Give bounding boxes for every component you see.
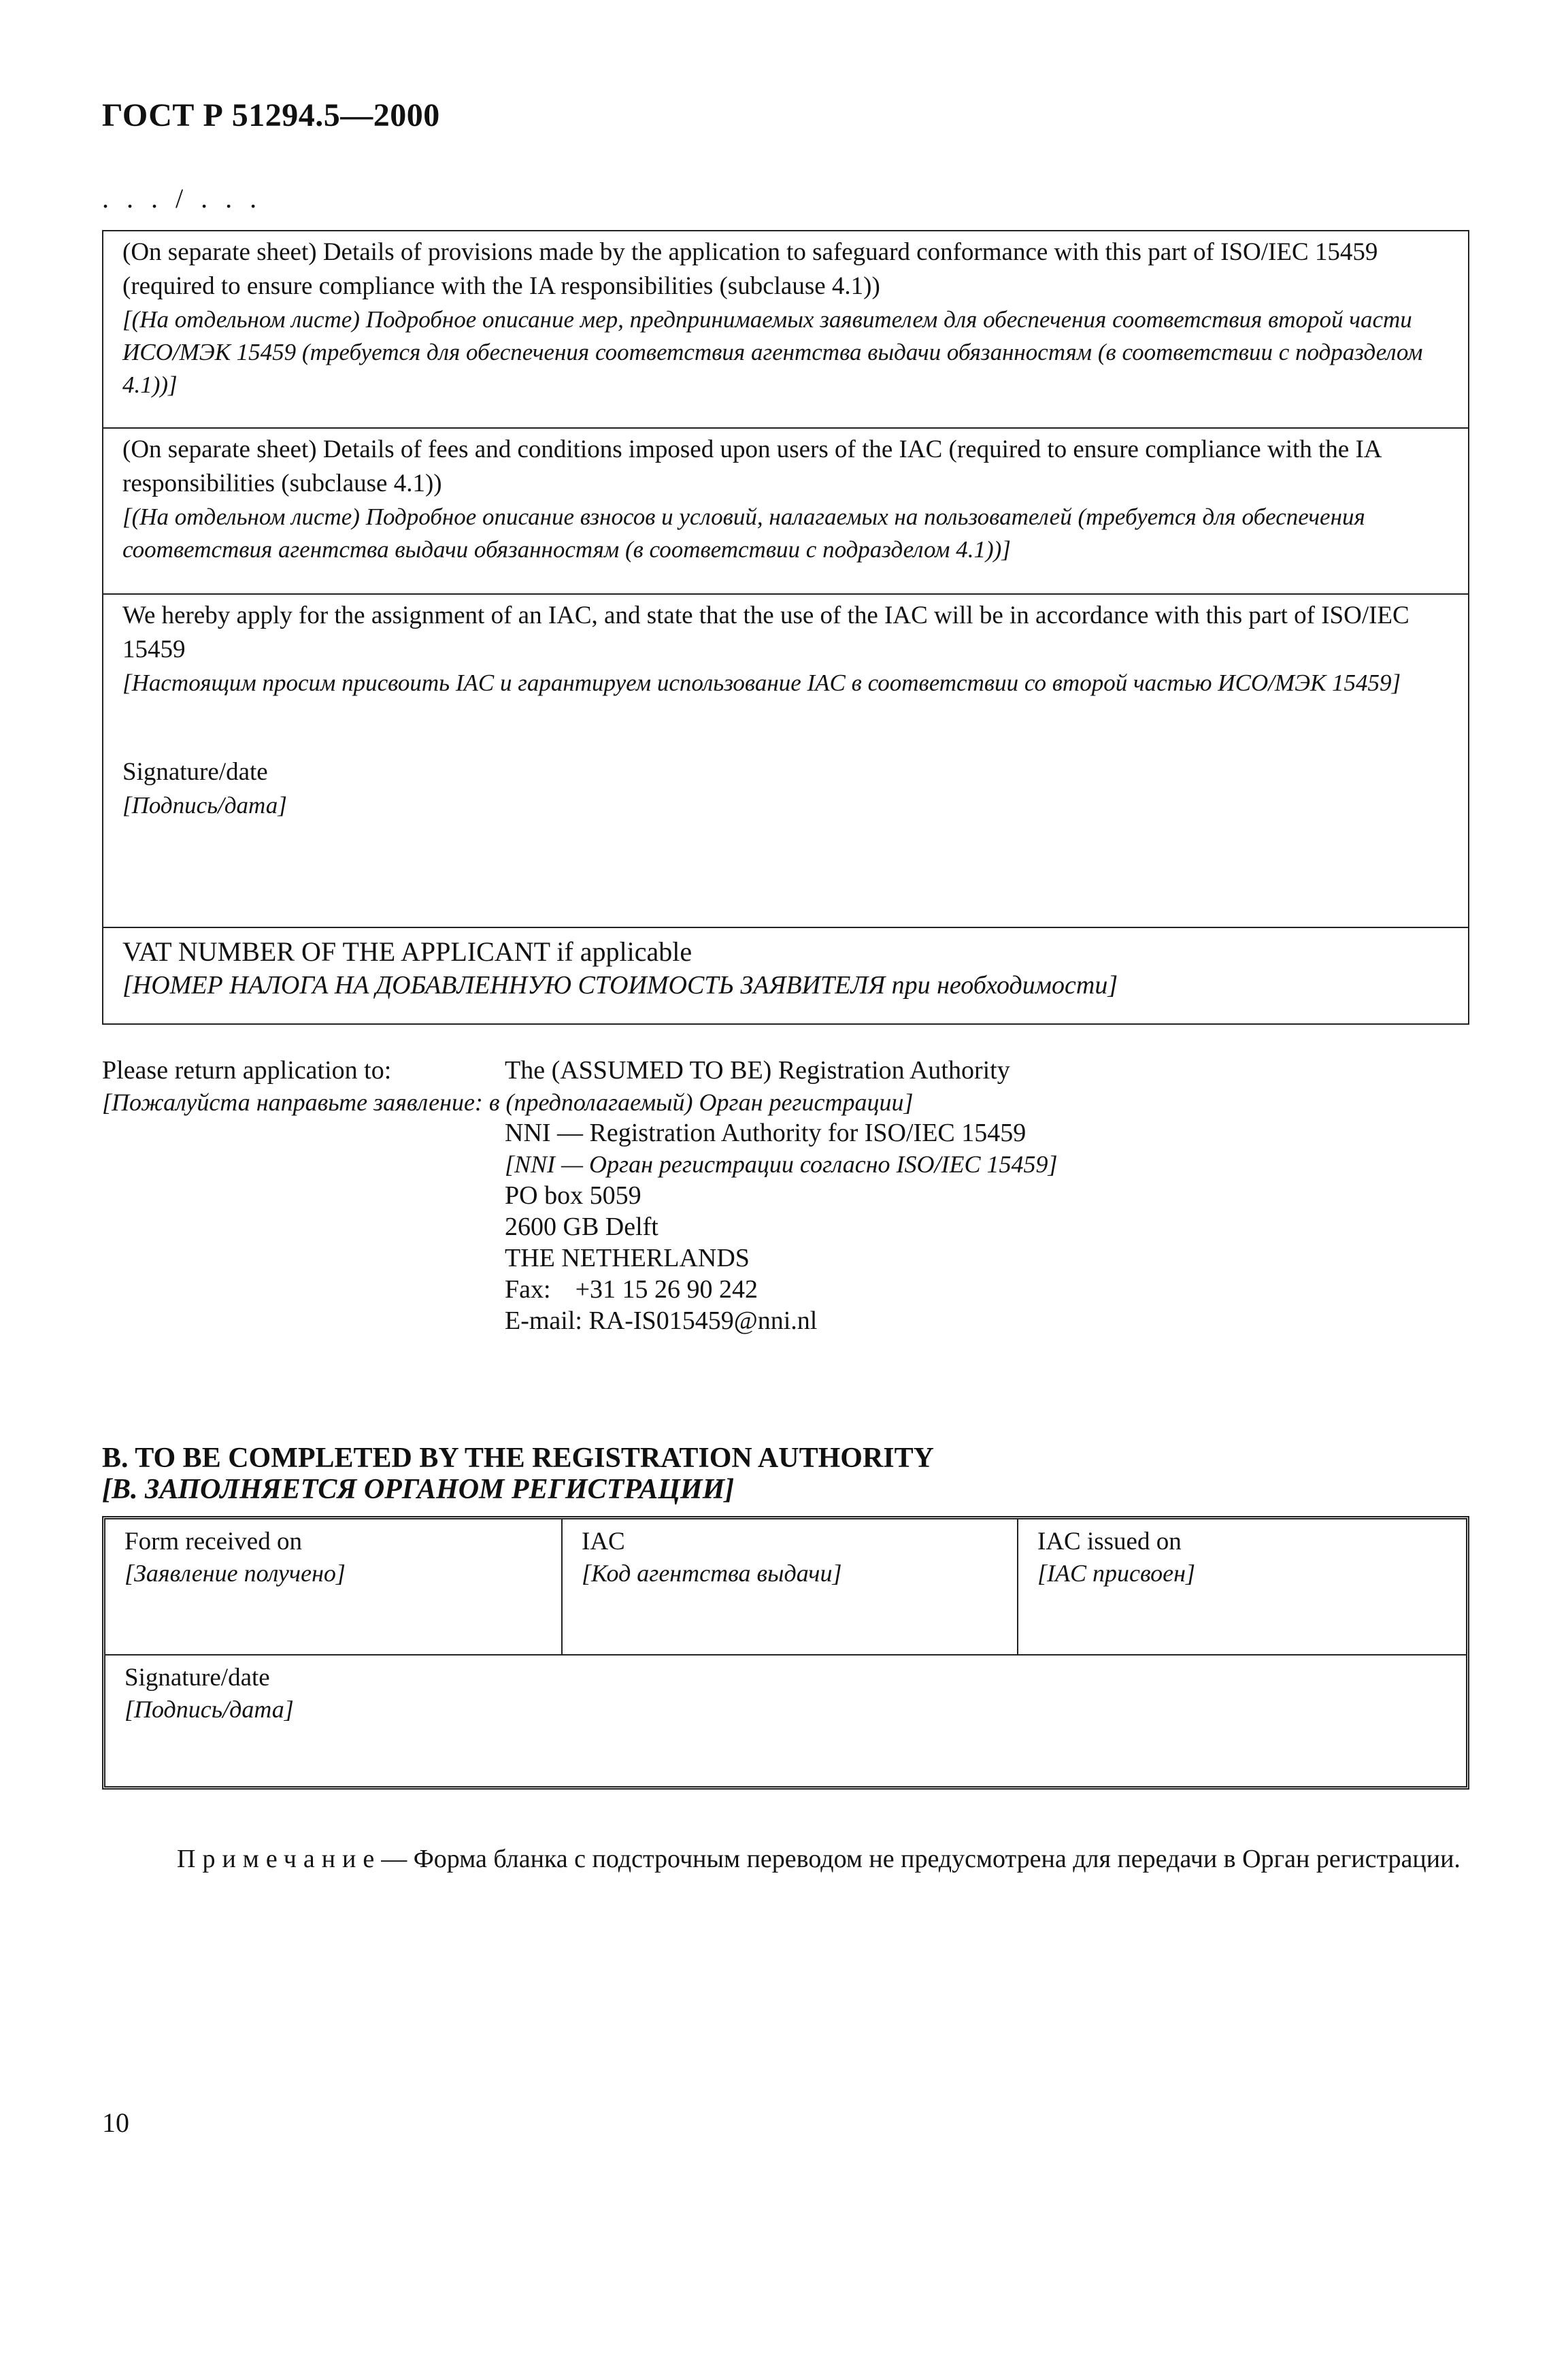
signature-label-ru: [Подпись/дата] [122,792,287,819]
address-line: THE NETHERLANDS [505,1244,750,1272]
return-label-ru: [Пожалуйста направьте заявление: в (предполагаемый) Орган регистрации] [102,1089,914,1116]
section-b-title-ru: [В. ЗАПОЛНЯЕТСЯ ОРГАНОМ РЕГИСТРАЦИИ] [102,1474,735,1505]
cell-label-en: Form received on [124,1528,302,1555]
iac-issued-cell[interactable] [1018,1519,1466,1656]
row-text-ru: [(На отдельном листе) Подробное описание взносов и условий, налагаемых на пользователей (требуется для обеспечения соответствия агентства выдачи обязанностям (в соответствии с подразделом 4.1))] [122,504,1365,563]
address-line-ru: [NNI — Орган регистрации согласно ISO/IEC 15459] [505,1151,1058,1178]
address-line: NNI — Registration Authority for ISO/IEC 15459 [505,1119,1027,1147]
application-table [102,230,1469,1025]
row-text-en: VAT NUMBER OF THE APPLICANT if applicable [122,936,693,967]
address-line: 2600 GB Delft [505,1213,658,1241]
row-text-ru: [Настоящим просим присвоить IAC и гарантируем использование IAC в соответствии со второй частью ИСО/МЭК 15459] [122,670,1401,696]
fax-number: +31 15 26 90 242 [575,1275,758,1304]
return-address [505,1055,1058,1336]
form-received-cell[interactable] [105,1519,563,1656]
signature-cell[interactable] [105,1656,1466,1786]
row-text-ru: [(На отдельном листе) Подробное описание мер, предпринимаемых заявителем для обеспечения соответствия второй части ИСО/МЭК 15459 (требуется для обеспечения соответствия агентства выдачи обязанностям (в соответствии с подразделом 4.1))] [122,306,1423,398]
address-line: PO box 5059 [505,1181,641,1210]
section-b-title [102,1443,934,1505]
row-text-ru: [НОМЕР НАЛОГА НА ДОБАВЛЕННУЮ СТОИМОСТЬ ЗАЯВИТЕЛЯ при необходимости] [122,971,1118,1000]
fax-line [505,1274,1058,1305]
cell-label-ru: [IAC присвоен] [1037,1560,1195,1587]
cell-label-ru: [Код агентства выдачи] [582,1560,842,1587]
section-b-title-en: B. TO BE COMPLETED BY THE REGISTRATION AUTHORITY [102,1443,934,1474]
cell-label-en: IAC issued on [1037,1528,1182,1555]
vat-number-row[interactable] [103,928,1468,1026]
return-label: Please return application to: [102,1056,392,1085]
cell-label-en: IAC [582,1528,625,1555]
row-text-en: (On separate sheet) Details of fees and conditions imposed upon users of the IAC (required to ensure compliance with the IA responsibilities (subclause 4.1)) [122,435,1381,497]
email-line: E-mail: RA-IS015459@nni.nl [505,1306,818,1335]
cell-label-en: Signature/date [124,1664,270,1692]
signature-label-en: Signature/date [122,758,268,786]
cell-label-ru: [Заявление получено] [124,1560,346,1587]
cell-label-ru: [Подпись/дата] [124,1696,294,1723]
signature-field[interactable] [122,755,1449,822]
address-line: The (ASSUMED TO BE) Registration Authority [505,1056,1010,1085]
application-statement-row [103,595,1468,928]
page-number: 10 [102,2107,129,2138]
row-text-en: (On separate sheet) Details of provisions made by the application to safeguard conformance with this part of ISO/IEC 15459 (required to ensure compliance with the IA responsibilities (subclause 4.1)) [122,238,1378,300]
registration-authority-table [102,1516,1469,1790]
note-label: Примечание [177,1845,382,1873]
fees-conditions-row [103,429,1468,595]
document-header: ГОСТ Р 51294.5—2000 [102,97,440,133]
row-text-en: We hereby apply for the assignment of an IAC, and state that the use of the IAC will be in accordance with this part of ISO/IEC 15459 [122,602,1409,663]
fax-label: Fax: [505,1275,551,1304]
safeguard-provisions-row [103,231,1468,429]
note-paragraph [102,1841,1469,1877]
continuation-mark: . . . / . . . [102,183,263,214]
note-text: — Форма бланка с подстрочным переводом не предусмотрена для передачи в Орган регистрации. [381,1845,1461,1873]
iac-cell[interactable] [563,1519,1018,1656]
